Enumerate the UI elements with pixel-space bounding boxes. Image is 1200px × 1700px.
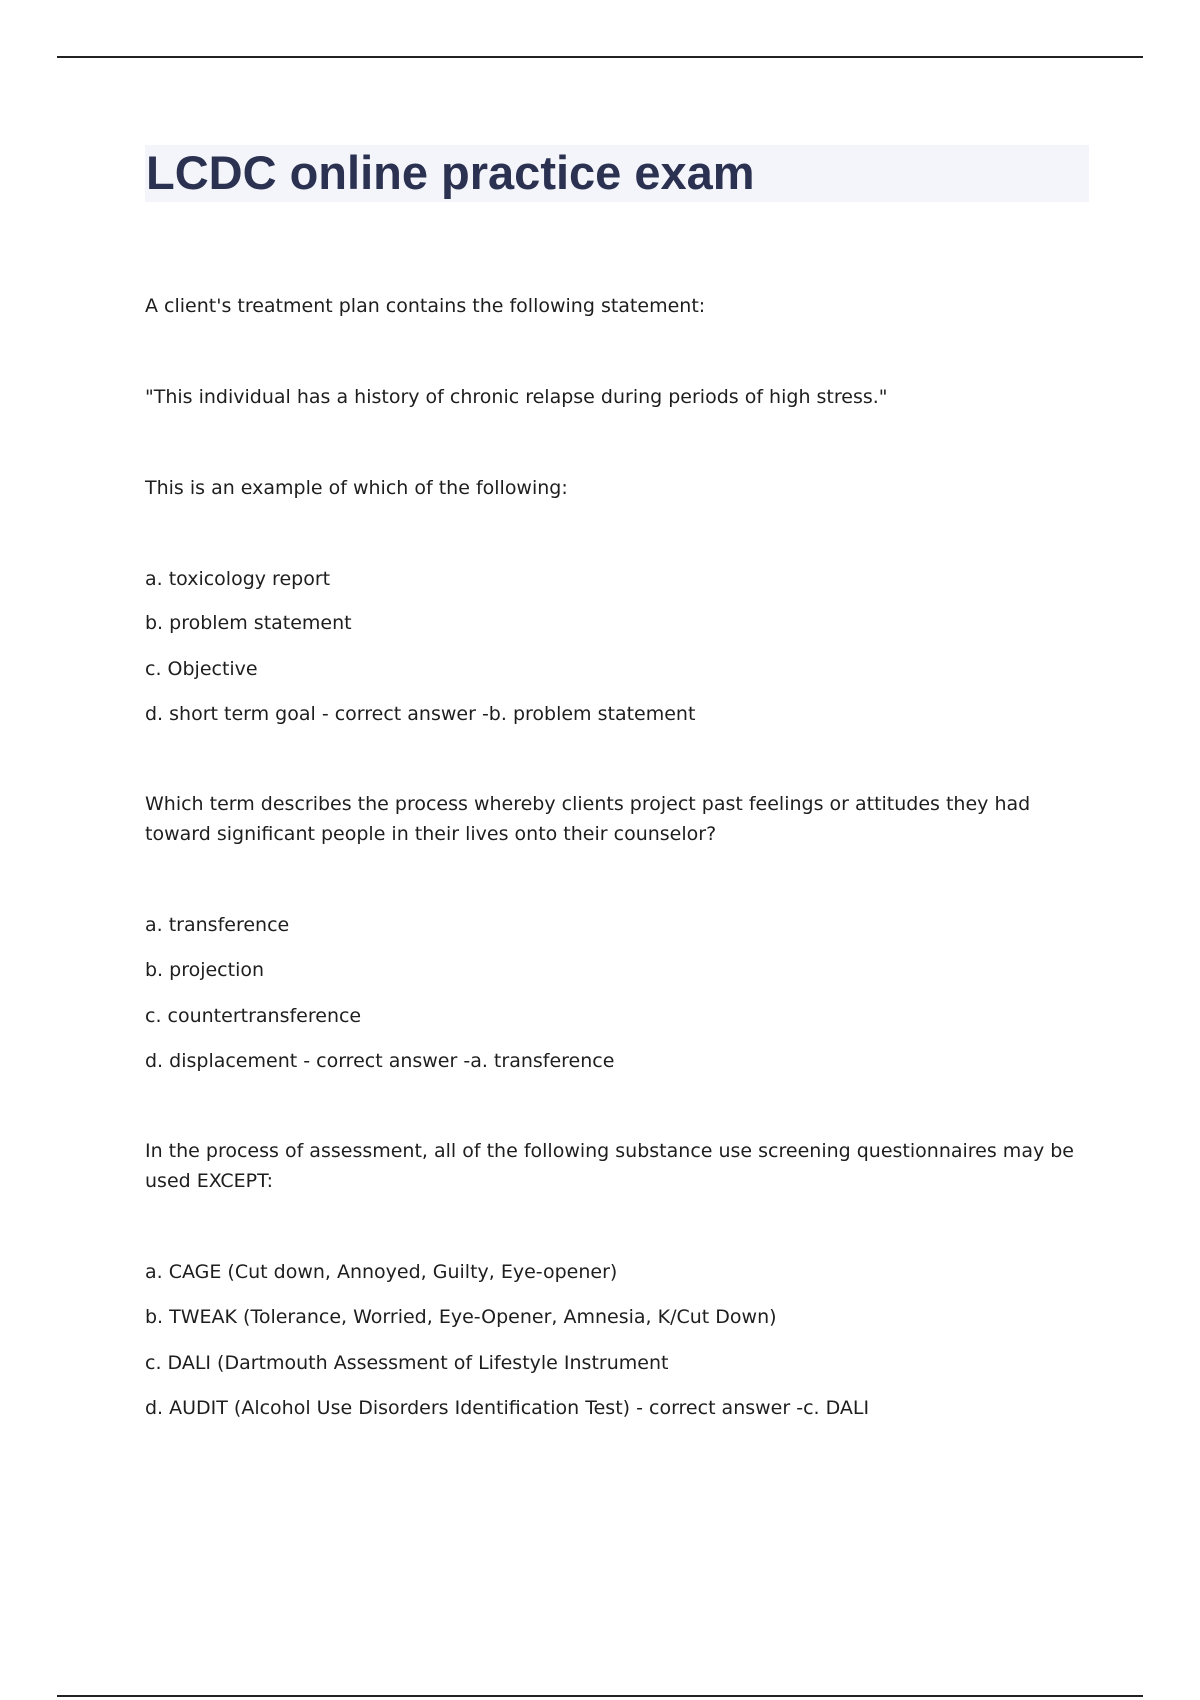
question-2-option-d-answer: d. displacement - correct answer -a. transference	[145, 1050, 615, 1072]
question-3-stem: In the process of assessment, all of the following substance use screening questionnaires may be used EXCEPT:	[145, 1140, 1074, 1192]
question-2-option-a: a. transference	[145, 914, 290, 936]
question-1-option-c: c. Objective	[145, 658, 258, 680]
question-1-option-a: a. toxicology report	[145, 568, 331, 590]
question-3-option-d-answer: d. AUDIT (Alcohol Use Disorders Identification Test) - correct answer -c. DALI	[145, 1397, 870, 1419]
page-title: LCDC online practice exam	[146, 146, 755, 199]
question-3-option-c: c. DALI (Dartmouth Assessment of Lifestyle Instrument	[145, 1352, 669, 1374]
page-bottom-rule	[57, 1695, 1143, 1697]
page-top-rule	[57, 56, 1143, 58]
question-2-option-b: b. projection	[145, 959, 265, 981]
question-2-option-c: c. countertransference	[145, 1005, 362, 1027]
question-1-stem-prompt: This is an example of which of the following:	[145, 477, 568, 499]
question-1-stem-quote: "This individual has a history of chronic relapse during periods of high stress."	[145, 386, 888, 408]
question-1-option-b: b. problem statement	[145, 612, 352, 634]
question-1-stem-line-1: A client's treatment plan contains the following statement:	[145, 295, 706, 317]
question-1-option-d-answer: d. short term goal - correct answer -b. problem statement	[145, 703, 696, 725]
question-2-stem: Which term describes the process whereby clients project past feelings or attitudes they had toward significant people in their lives onto their counselor?	[145, 793, 1031, 845]
question-3-option-a: a. CAGE (Cut down, Annoyed, Guilty, Eye-opener)	[145, 1261, 618, 1283]
question-3-option-b: b. TWEAK (Tolerance, Worried, Eye-Opener, Amnesia, K/Cut Down)	[145, 1306, 777, 1328]
